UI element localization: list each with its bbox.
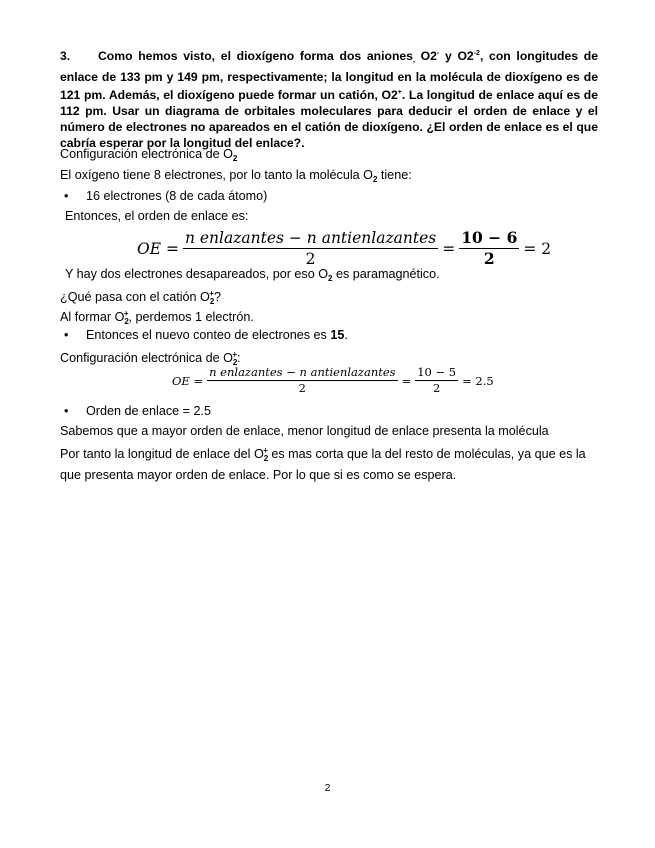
bond-order-equation-o2 <box>137 228 551 269</box>
eq-result: = 2 <box>523 239 552 258</box>
bullet-new-count <box>64 327 348 343</box>
superscript: + <box>263 446 268 455</box>
paramagnetic-suffix: es paramagnético. <box>332 267 440 281</box>
eq-numerator: n enlazantes − n antienlazantes <box>209 365 396 379</box>
eq-fraction-values <box>459 228 519 269</box>
eq-lhs: OE = <box>172 373 204 388</box>
oxygen-electrons-line <box>60 167 412 188</box>
formula-o2-anion-charge: - <box>436 50 440 57</box>
question-paragraph <box>60 46 598 151</box>
eq-equals: = <box>442 239 456 258</box>
bullet-bond-order <box>64 403 211 419</box>
question-number: 3. <box>60 49 71 63</box>
formula-o2-dianion-charge: -2 <box>473 50 480 57</box>
superscript: + <box>123 309 129 318</box>
conclusion-text: Por tanto la longitud de enlace del O <box>60 447 264 461</box>
subscript: 2 <box>263 454 269 463</box>
lose-electron-text: Al formar O <box>60 310 125 324</box>
question-comma: , <box>412 57 415 64</box>
bullet-period: . <box>344 328 348 342</box>
eq-denominator-values: 2 <box>432 381 441 395</box>
cation-question-mark: ? <box>213 290 221 304</box>
page-number: 2 <box>324 782 331 794</box>
question-and: y <box>439 49 458 63</box>
eq-denominator: 2 <box>305 250 316 268</box>
paramagnetic-text: Y hay dos electrones desapareados, por eso O <box>65 267 329 281</box>
bullet-text: 16 electrones (8 de cada átomo) <box>86 189 268 203</box>
config-heading-text: Configuración electrónica de O <box>60 147 233 161</box>
question-text-c: . La longitud de enlace aquí es de 112 pm. Usar un diagrama de orbitales moleculares para deducir el orden de enlace y el número de electrones no apareados en el catión de dioxígeno. ¿El orden de enlace es el que cabría esperar por la longitud del enlace?. <box>60 88 598 150</box>
eq-numerator-values: 10 − 5 <box>417 365 457 379</box>
subscript: 2 <box>232 358 238 367</box>
subscript: 2 <box>372 175 378 184</box>
subscript: 2 <box>209 297 215 306</box>
electron-count: 15 <box>330 328 345 342</box>
eq-numerator: n enlazantes − n antienlazantes <box>184 229 437 247</box>
config-heading-text: Configuración electrónica de O <box>60 351 233 365</box>
formula-o2-anion: O2 <box>420 49 437 63</box>
bullet-glyph: • <box>64 328 69 342</box>
bullet-glyph: • <box>64 189 69 203</box>
subscript: 2 <box>232 154 238 163</box>
eq-denominator: 2 <box>298 381 306 395</box>
conclusion-paragraph <box>60 442 598 484</box>
superscript: + <box>209 289 214 298</box>
bullet-text: Entonces el nuevo conteo de electrones es <box>86 328 331 342</box>
superscript: + <box>232 350 238 359</box>
bond-order-equation-o2-cation <box>172 365 494 396</box>
bullet-glyph: • <box>64 404 69 418</box>
conclusion-line: Sabemos que a mayor orden de enlace, menor longitud de enlace presenta la molécula <box>60 424 549 438</box>
eq-result: = 2.5 <box>462 373 494 388</box>
lose-electron-suffix: , perdemos 1 electrón. <box>128 310 254 324</box>
bullet-16-electrons <box>64 188 267 204</box>
question-text-b: , con longitudes de enlace de 133 pm y 149 pm, respectivamente; la longitud en la molécula de dioxígeno es de 121 pm. Además, el dioxígeno puede formar un catión, <box>60 49 598 102</box>
paramagnetic-line <box>65 266 440 287</box>
conclusion-suffix: es mas corta que la del resto de moléculas, ya que es la que presenta mayor orden de enlace. Por lo que si es como se espera. <box>60 447 586 482</box>
eq-denominator-values: 2 <box>483 249 495 268</box>
eq-equals: = <box>401 373 412 388</box>
oxygen-electrons-text: El oxígeno tiene 8 electrones, por lo tanto la molécula O <box>60 168 373 182</box>
subscript: 2 <box>328 274 333 283</box>
config-heading-o2 <box>60 146 237 167</box>
eq-fraction-values <box>415 365 458 396</box>
formula-o2-cation: O2 <box>381 88 398 102</box>
colon: : <box>237 351 241 365</box>
eq-fraction <box>183 228 438 269</box>
formula-o2-cation-charge: + <box>397 89 402 96</box>
subscript: 2 <box>124 317 129 326</box>
eq-numerator-values: 10 − 6 <box>461 228 518 247</box>
eq-lhs: OE = <box>137 239 179 258</box>
eq-fraction <box>207 365 397 396</box>
bond-order-intro: Entonces, el orden de enlace es: <box>65 209 249 223</box>
cation-question-text: ¿Qué pasa con el catión O <box>60 290 210 304</box>
formula-o2-dianion: O2 <box>457 49 474 63</box>
question-text-a: Como hemos visto, el dioxígeno forma dos aniones <box>98 49 413 63</box>
oxygen-electrons-suffix: tiene: <box>377 168 412 182</box>
bullet-text: Orden de enlace = 2.5 <box>86 404 211 418</box>
